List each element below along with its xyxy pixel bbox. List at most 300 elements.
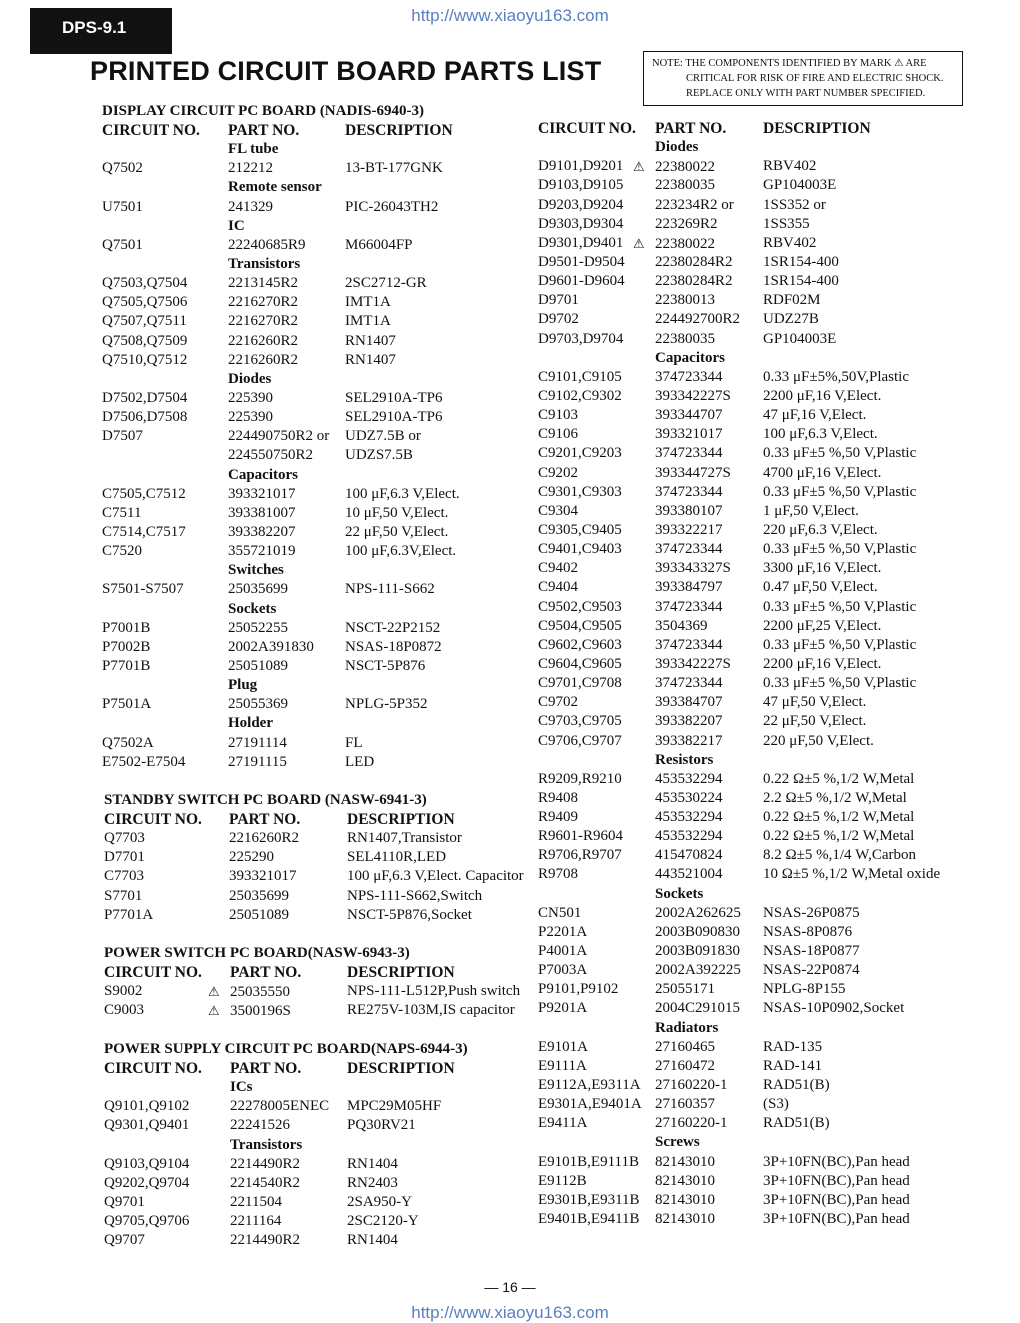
description: 0.33 μF±5 %,50 V,Plastic — [763, 445, 917, 462]
part-no: 25055369 — [228, 696, 288, 713]
part-no: 2213145R2 — [228, 275, 299, 292]
circuit-no: D9101,D9201 — [538, 158, 624, 175]
description: RN1404 — [347, 1155, 398, 1172]
circuit-no: E9411A — [538, 1115, 588, 1132]
description: PIC-26043TH2 — [345, 198, 439, 215]
part-no: 393342227S — [655, 387, 731, 404]
circuit-no: D7701 — [104, 849, 145, 866]
description: SEL2910A-TP6 — [345, 409, 443, 426]
description: 2200 μF,16 V,Elect. — [763, 655, 882, 672]
description: 10 Ω±5 %,1/2 W,Metal oxide — [763, 866, 941, 883]
part-no: 415470824 — [655, 847, 723, 864]
part-row — [0, 904, 1020, 923]
circuit-no: D9501-D9504 — [538, 253, 625, 270]
category-label: Remote sensor — [228, 179, 322, 196]
part-no: 2216260R2 — [228, 332, 299, 349]
circuit-no: R9209,R9210 — [538, 770, 622, 787]
part-row — [0, 310, 1020, 329]
description: 3300 μF,16 V,Elect. — [763, 560, 882, 577]
part-no: 2216270R2 — [228, 294, 299, 311]
part-row — [0, 598, 1020, 617]
column-header: PART NO. — [228, 122, 300, 139]
part-row — [0, 1210, 1020, 1229]
description: NPLG-8P155 — [763, 981, 846, 998]
category-heading — [0, 1133, 1020, 1152]
description: 3P+10FN(BC),Pan head — [763, 1211, 910, 1228]
part-row — [0, 1095, 1020, 1114]
part-no: 22241526 — [230, 1117, 290, 1134]
part-row — [0, 674, 1020, 693]
description: 220 μF,50 V,Elect. — [763, 732, 874, 749]
description: NPS-111-S662,Switch — [347, 887, 483, 904]
category-label: Diodes — [228, 370, 272, 387]
description: NSAS-26P0875 — [763, 904, 860, 921]
description: NSCT-5P876,Socket — [347, 906, 472, 923]
description: GP104003E — [763, 177, 837, 194]
part-row — [0, 1191, 1020, 1210]
part-row — [0, 578, 1020, 597]
circuit-no: P9101,P9102 — [538, 981, 619, 998]
circuit-no: P2201A — [538, 923, 588, 940]
circuit-no: Q7510,Q7512 — [102, 351, 188, 368]
part-row — [0, 464, 1020, 483]
circuit-no: Q9705,Q9706 — [104, 1213, 190, 1230]
part-no: 224550750R2 — [228, 447, 314, 464]
circuit-no: C9305,C9405 — [538, 521, 622, 538]
circuit-no: D7502,D7504 — [102, 389, 188, 406]
part-no: 2214490R2 — [230, 1155, 301, 1172]
description: GP104003E — [763, 330, 837, 347]
part-no: 82143010 — [655, 1211, 715, 1228]
part-no: 27160357 — [655, 1096, 715, 1113]
part-row — [0, 253, 1020, 272]
circuit-no: Q9103,Q9104 — [104, 1155, 190, 1172]
part-no: 224492700R2 — [655, 311, 741, 328]
column-header: CIRCUIT NO. — [102, 122, 200, 139]
category-heading — [0, 885, 1020, 904]
source-url-top[interactable]: http://www.xiaoyu163.com — [411, 6, 609, 25]
description: 1SR154-400 — [763, 273, 839, 290]
part-row — [0, 559, 1020, 578]
circuit-no: C9404 — [538, 579, 579, 596]
category-label: Transistors — [228, 255, 301, 272]
circuit-no: Q9707 — [104, 1232, 145, 1249]
description: FL — [345, 734, 363, 751]
circuit-no: E9101A — [538, 1038, 588, 1055]
column-header: CIRCUIT NO. — [538, 120, 636, 137]
board-title: POWER SUPPLY CIRCUIT PC BOARD(NAPS-6944-3) — [104, 1041, 468, 1057]
description: 0.33 μF±5 %,50 V,Plastic — [763, 675, 917, 692]
part-row — [0, 521, 1020, 540]
circuit-no: C9202 — [538, 464, 579, 481]
part-no: 2004C291015 — [655, 1000, 741, 1017]
part-row — [0, 502, 1020, 521]
circuit-no: P9201A — [538, 1000, 588, 1017]
description: NPS-111-S662 — [345, 581, 435, 598]
description: 22 μF,50 V,Elect. — [763, 713, 867, 730]
part-no: 225390 — [228, 409, 273, 426]
column-header: CIRCUIT NO. — [104, 811, 202, 828]
circuit-no: R9708 — [538, 866, 579, 883]
description: 3P+10FN(BC),Pan head — [763, 1172, 910, 1189]
part-no: 453530224 — [655, 789, 723, 806]
description: UDZ7.5B or — [345, 428, 421, 445]
description: 0.22 Ω±5 %,1/2 W,Metal — [763, 809, 915, 826]
part-row — [0, 425, 1020, 444]
description: 3P+10FN(BC),Pan head — [763, 1153, 910, 1170]
part-no: 393384797 — [655, 579, 723, 596]
part-no: 27160220-1 — [655, 1077, 728, 1094]
category-label: Resistors — [655, 751, 714, 768]
part-no: 3504369 — [655, 617, 708, 634]
part-no: 27160220-1 — [655, 1115, 728, 1132]
description: PQ30RV21 — [347, 1117, 416, 1134]
description: 0.33 μF±5 %,50 V,Plastic — [763, 541, 917, 558]
part-row — [0, 215, 1020, 234]
circuit-no: D9601-D9604 — [538, 273, 625, 290]
warning-mark-icon: ⚠ — [633, 159, 645, 175]
description: RAD-141 — [763, 1057, 823, 1074]
circuit-no: P7701B — [102, 657, 151, 674]
column-header: PART NO. — [229, 811, 301, 828]
circuit-no: Q9301,Q9401 — [104, 1117, 190, 1134]
description: RN1407,Transistor — [347, 830, 462, 847]
part-row — [0, 406, 1020, 425]
part-no: 22380284R2 — [655, 273, 733, 290]
circuit-no: P7701A — [104, 906, 154, 923]
category-label: Diodes — [655, 139, 699, 156]
circuit-no: S9002 — [104, 983, 143, 1000]
safety-note-line: NOTE: THE COMPONENTS IDENTIFIED BY MARK ⚠ ARE — [652, 58, 927, 69]
circuit-no: E9111A — [538, 1057, 587, 1074]
part-no: 225290 — [229, 849, 274, 866]
circuit-no: P7003A — [538, 962, 588, 979]
part-row — [0, 693, 1020, 712]
part-no: 82143010 — [655, 1172, 715, 1189]
description: 100 μF,6.3V,Elect. — [345, 543, 457, 560]
circuit-no: C7505,C7512 — [102, 485, 186, 502]
part-row — [0, 655, 1020, 674]
description: 10 μF,50 V,Elect. — [345, 504, 449, 521]
circuit-no: Q7507,Q7511 — [102, 313, 187, 330]
part-no: 27160465 — [655, 1038, 715, 1055]
description: 0.33 μF±5 %,50 V,Plastic — [763, 636, 917, 653]
circuit-no: D9702 — [538, 311, 579, 328]
category-label: Capacitors — [228, 466, 298, 483]
part-row — [0, 387, 1020, 406]
circuit-no: C9201,C9203 — [538, 445, 622, 462]
part-row — [0, 1172, 1020, 1191]
description: NSAS-10P0902,Socket — [763, 1000, 905, 1017]
part-no: 393321017 — [655, 426, 723, 443]
part-no: 374723344 — [655, 598, 723, 615]
circuit-no: Q9202,Q9704 — [104, 1174, 190, 1191]
circuit-no: D9203,D9204 — [538, 196, 624, 213]
description: RDF02M — [763, 292, 821, 309]
part-no: 2002A262625 — [655, 904, 741, 921]
board-title: POWER SWITCH PC BOARD(NASW-6943-3) — [104, 945, 410, 961]
part-no: 393321017 — [229, 868, 297, 885]
part-no: 22380035 — [655, 330, 715, 347]
part-no: 393322217 — [655, 521, 723, 538]
circuit-no: C9706,C9707 — [538, 732, 622, 749]
part-row — [0, 540, 1020, 559]
description: 100 μF,6.3 V,Elect. Capacitor — [347, 868, 524, 885]
part-no: 374723344 — [655, 445, 723, 462]
part-row — [0, 961, 1020, 980]
circuit-no: C9401,C9403 — [538, 541, 622, 558]
part-row — [0, 789, 1020, 808]
description: NPLG-5P352 — [345, 696, 428, 713]
description: NSCT-5P876 — [345, 657, 426, 674]
circuit-no: D9703,D9704 — [538, 330, 624, 347]
category-label: Capacitors — [655, 349, 725, 366]
description: RN2403 — [347, 1174, 398, 1191]
part-no: 25055171 — [655, 981, 715, 998]
warning-mark-icon: ⚠ — [208, 1003, 220, 1019]
description: SEL2910A-TP6 — [345, 389, 443, 406]
description: IMT1A — [345, 294, 391, 311]
description: 2SA950-Y — [347, 1193, 413, 1210]
part-no: 393344727S — [655, 464, 731, 481]
part-row — [0, 865, 1020, 884]
part-no: 25051089 — [229, 906, 289, 923]
description: LED — [345, 753, 375, 770]
description: 3P+10FN(BC),Pan head — [763, 1191, 910, 1208]
part-no: 241329 — [228, 198, 273, 215]
part-no — [633, 157, 715, 177]
part-row — [0, 999, 1020, 1018]
part-no: 453532294 — [655, 809, 723, 826]
part-row — [0, 1114, 1020, 1133]
circuit-no: U7501 — [102, 198, 143, 215]
part-no: 25052255 — [228, 619, 288, 636]
description: NPS-111-L512P,Push switch — [347, 983, 521, 1000]
circuit-no: R9706,R9707 — [538, 847, 622, 864]
circuit-no: Q7501 — [102, 236, 143, 253]
description: 2200 μF,25 V,Elect. — [763, 617, 882, 634]
part-row — [0, 770, 1020, 789]
category-label: IC — [228, 217, 245, 234]
part-no: 22278005ENEC — [230, 1098, 330, 1115]
circuit-no: D9701 — [538, 292, 579, 309]
category-heading — [0, 1019, 1020, 1038]
part-row — [0, 291, 1020, 310]
column-header-row — [0, 119, 1020, 138]
part-no: 393382217 — [655, 732, 723, 749]
part-no-value: 22380022 — [655, 235, 715, 252]
part-row — [0, 712, 1020, 731]
part-no: 453532294 — [655, 770, 723, 787]
description: RBV402 — [763, 234, 817, 251]
circuit-no: CN501 — [538, 904, 582, 921]
part-row — [0, 732, 1020, 751]
part-no: 393382207 — [655, 713, 723, 730]
description: NSAS-22P0874 — [763, 962, 860, 979]
description: RE275V-103M,IS capacitor — [347, 1002, 515, 1019]
circuit-no: C9502,C9503 — [538, 598, 622, 615]
circuit-no: P7002B — [102, 638, 151, 655]
part-no: 223234R2 or — [655, 196, 734, 213]
description: RAD51(B) — [763, 1077, 830, 1094]
description: 1SS355 — [763, 215, 810, 232]
circuit-no: Q9101,Q9102 — [104, 1098, 190, 1115]
part-no: 374723344 — [655, 483, 723, 500]
description: UDZS7.5B — [345, 447, 413, 464]
part-no: 393381007 — [228, 504, 296, 521]
part-row — [0, 483, 1020, 502]
part-no: 393344707 — [655, 407, 723, 424]
circuit-no: C7520 — [102, 543, 143, 560]
safety-note-line: CRITICAL FOR RISK OF FIRE AND ELECTRIC SHOCK. — [686, 73, 944, 84]
description: 0.22 Ω±5 %,1/2 W,Metal — [763, 770, 915, 787]
part-no: 2216260R2 — [228, 351, 299, 368]
category-label: Sockets — [655, 885, 704, 902]
board-title: DISPLAY CIRCUIT PC BOARD (NADIS-6940-3) — [102, 103, 424, 119]
part-no: 393321017 — [228, 485, 296, 502]
description: NSCT-22P2152 — [345, 619, 441, 636]
category-label: ICs — [230, 1079, 253, 1096]
circuit-no: Q7505,Q7506 — [102, 294, 188, 311]
part-row — [0, 196, 1020, 215]
part-no: 212212 — [228, 160, 273, 177]
circuit-no: Q9701 — [104, 1193, 145, 1210]
column-header: CIRCUIT NO. — [104, 1060, 202, 1077]
description: RN1404 — [347, 1232, 398, 1249]
part-row — [0, 368, 1020, 387]
part-no: 2003B091830 — [655, 943, 741, 960]
part-no: 25035699 — [228, 581, 288, 598]
circuit-no: C9304 — [538, 502, 579, 519]
circuit-no: Q7703 — [104, 830, 145, 847]
part-row — [0, 846, 1020, 865]
part-no: 2002A391830 — [228, 638, 314, 655]
circuit-no: C9702 — [538, 694, 579, 711]
part-no-value: 3500196S — [230, 1003, 291, 1020]
column-header: PART NO. — [230, 964, 302, 981]
circuit-no: E9112B — [538, 1172, 587, 1189]
description: RN1407 — [345, 351, 396, 368]
category-label: Plug — [228, 677, 258, 694]
description: UDZ27B — [763, 311, 819, 328]
board-title: STANDBY SWITCH PC BOARD (NASW-6941-3) — [104, 792, 427, 808]
circuit-no: Q7502 — [102, 160, 143, 177]
page-number: — 16 — — [484, 1279, 536, 1295]
part-no: 2003B090830 — [655, 923, 741, 940]
category-label: Sockets — [228, 600, 277, 617]
part-no: 225390 — [228, 389, 273, 406]
source-url-bottom[interactable]: http://www.xiaoyu163.com — [411, 1303, 609, 1322]
description: IMT1A — [345, 313, 391, 330]
part-row — [0, 234, 1020, 253]
circuit-no: C9102,C9302 — [538, 387, 622, 404]
circuit-no: Q7502A — [102, 734, 154, 751]
part-no: 2216260R2 — [229, 830, 300, 847]
description: 47 μF,16 V,Elect. — [763, 407, 867, 424]
part-no: 393343327S — [655, 560, 731, 577]
circuit-no: P4001A — [538, 943, 588, 960]
description: 220 μF,6.3 V,Elect. — [763, 521, 878, 538]
circuit-no: D9303,D9304 — [538, 215, 624, 232]
column-header: DESCRIPTION — [347, 964, 455, 981]
circuit-no: D7506,D7508 — [102, 409, 188, 426]
circuit-no: C9703,C9705 — [538, 713, 622, 730]
description: 0.33 μF±5%,50V,Plastic — [763, 368, 910, 385]
part-no: 25035699 — [229, 887, 289, 904]
power-supply-continued-section — [0, 119, 1020, 1229]
description: 0.33 μF±5 %,50 V,Plastic — [763, 483, 917, 500]
description: 47 μF,50 V,Elect. — [763, 694, 867, 711]
part-no: 2211504 — [230, 1193, 282, 1210]
part-no: 2216270R2 — [228, 313, 299, 330]
description: NSAS-8P0876 — [763, 923, 853, 940]
description: 4700 μF,16 V,Elect. — [763, 464, 882, 481]
part-no: 223269R2 — [655, 215, 718, 232]
description: 0.22 Ω±5 %,1/2 W,Metal — [763, 828, 915, 845]
category-label: Holder — [228, 715, 273, 732]
part-row — [0, 636, 1020, 655]
description: RAD51(B) — [763, 1115, 830, 1132]
part-row — [0, 176, 1020, 195]
description: 1SS352 or — [763, 196, 826, 213]
circuit-no: C9101,C9105 — [538, 368, 622, 385]
part-no: 393384707 — [655, 694, 723, 711]
column-header: DESCRIPTION — [347, 811, 455, 828]
part-no — [633, 234, 715, 254]
circuit-no: P7001B — [102, 619, 151, 636]
circuit-no: C9103 — [538, 407, 579, 424]
description: 1 μF,50 V,Elect. — [763, 502, 859, 519]
circuit-no: S7501-S7507 — [102, 581, 184, 598]
part-no: 453532294 — [655, 828, 723, 845]
model-label: DPS-9.1 — [30, 8, 172, 54]
part-row — [0, 808, 1020, 827]
circuit-no: C7703 — [104, 868, 145, 885]
circuit-no: R9409 — [538, 809, 579, 826]
circuit-no: E7502-E7504 — [102, 753, 186, 770]
category-label: FL tube — [228, 141, 279, 158]
circuit-no: C7514,C7517 — [102, 523, 186, 540]
description: NSAS-18P0872 — [345, 638, 442, 655]
part-no: 25051089 — [228, 657, 288, 674]
part-no: 2214490R2 — [230, 1232, 301, 1249]
circuit-no: C9301,C9303 — [538, 483, 622, 500]
description: (S3) — [763, 1096, 789, 1113]
part-no: 82143010 — [655, 1153, 715, 1170]
circuit-no: C9402 — [538, 560, 579, 577]
description: RAD-135 — [763, 1038, 823, 1055]
part-row — [0, 942, 1020, 961]
description: RN1407 — [345, 332, 396, 349]
description: 1SR154-400 — [763, 253, 839, 270]
part-row — [0, 444, 1020, 463]
circuit-no: Q7508,Q7509 — [102, 332, 188, 349]
part-no: 393342227S — [655, 655, 731, 672]
part-no: 374723344 — [655, 541, 723, 558]
part-no: 393382207 — [228, 523, 296, 540]
circuit-no: C9003 — [104, 1002, 145, 1019]
description: 100 μF,6.3 V,Elect. — [763, 426, 878, 443]
part-row — [0, 980, 1020, 999]
description: 0.33 μF±5 %,50 V,Plastic — [763, 598, 917, 615]
description: MPC29M05HF — [347, 1098, 442, 1115]
description: 2.2 Ω±5 %,1/2 W,Metal — [763, 789, 907, 806]
circuit-no: R9408 — [538, 789, 579, 806]
category-heading — [0, 751, 1020, 770]
description: RBV402 — [763, 158, 817, 175]
description: SEL4110R,LED — [347, 849, 447, 866]
part-row — [0, 1231, 540, 1250]
